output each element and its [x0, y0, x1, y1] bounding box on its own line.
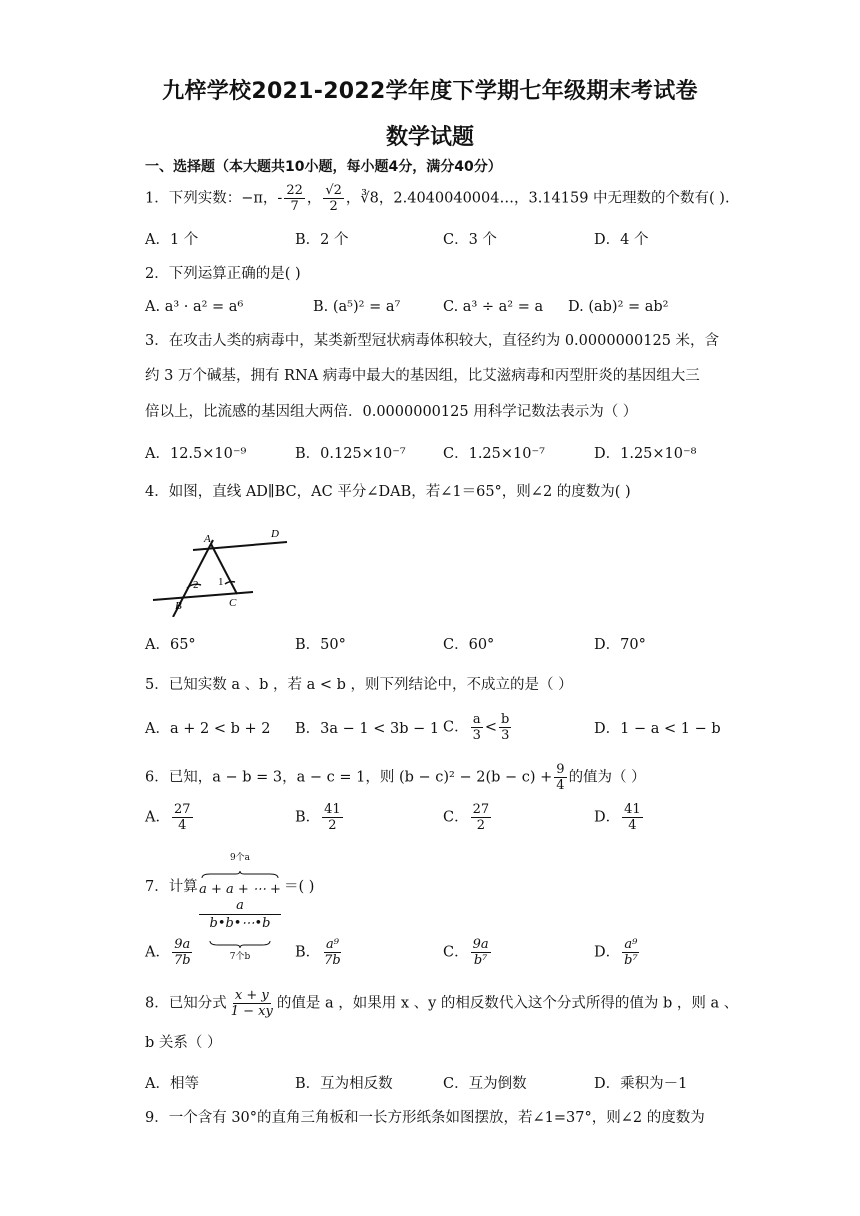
q6-c-d: 2 [476, 818, 486, 833]
q6-a-frac [172, 802, 193, 833]
question-2-stem: 2．下列运算正确的是( ) [145, 266, 301, 282]
q7-expression [199, 853, 281, 962]
q4-option-a[interactable]: A．65° [145, 637, 196, 653]
q6-option-c[interactable] [443, 802, 493, 833]
q6-a-n: 27 [173, 802, 191, 817]
q1-option-c[interactable]: C．3 个 [443, 232, 497, 248]
q6-a-d: 4 [178, 818, 187, 833]
exam-title: 九梓学校2021-2022学年度下学期七年级期末考试卷 [162, 79, 698, 104]
question-3-line-2: 约 3 万个碱基，拥有 RNA 病毒中最大的基因组，比艾滋病毒和丙型肝炎的基因组大三 [145, 368, 700, 384]
q3-option-c[interactable]: C．1.25×10⁻⁷ [443, 446, 545, 462]
question-4-stem: 4．如图，直线 AD∥BC，AC 平分∠DAB，若∠1＝65°，则∠2 的度数为( ) [145, 484, 631, 500]
question-7-prefix: 7．计算 [145, 879, 198, 895]
q7-c-d: b⁷ [473, 953, 488, 968]
q5-c-frac-2 [499, 712, 511, 743]
q6-fn: 9 [556, 762, 565, 777]
q8-option-b[interactable]: B．互为相反数 [295, 1076, 393, 1092]
q7-a-frac [172, 937, 193, 968]
q6-c-frac [471, 802, 492, 833]
q6-c-label: C． [443, 809, 469, 826]
line-ac [211, 544, 237, 594]
q5-c-n2: b [501, 712, 510, 727]
q7-numerator: a + a + ⋯ + a [199, 882, 281, 913]
q3-option-d[interactable]: D．1.25×10⁻⁸ [594, 446, 697, 462]
q7-bottom-brace [200, 941, 280, 948]
q1-fraction-sqrt2-2 [323, 183, 344, 214]
q7-a-label: A． [145, 944, 170, 961]
q7-a-d: 7b [173, 953, 191, 968]
q7-option-c[interactable] [443, 937, 493, 968]
q5-option-c[interactable] [443, 712, 513, 743]
q5-c-d1: 3 [472, 728, 481, 743]
question-3-line-3: 倍以上，比流感的基因组大两倍．0.0000000125 用科学记数法表示为（ ） [145, 404, 638, 420]
q7-c-label: C． [443, 944, 469, 961]
q6-d-d: 4 [628, 818, 637, 833]
q1-fraction-22-7 [284, 183, 305, 214]
q1-f2-den: 2 [329, 199, 338, 214]
q7-d-label: D． [594, 944, 621, 961]
q7-b-frac [322, 937, 343, 968]
angle-1-arc [225, 582, 235, 584]
q7-top-brace [200, 871, 280, 878]
section-heading: 一、选择题（本大题共10小题，每小题4分，满分40分） [145, 159, 502, 175]
q6-fd: 4 [556, 778, 565, 793]
q4-option-c[interactable]: C．60° [443, 637, 495, 653]
q6-c-n: 27 [472, 802, 490, 817]
q6-option-a[interactable] [145, 802, 195, 833]
q5-c-label: C． [443, 719, 469, 736]
label-a: A [204, 533, 211, 545]
q6-d-frac [622, 802, 643, 833]
q6-suffix: 的值为（ ） [568, 769, 646, 786]
label-d: D [271, 528, 279, 540]
q5-option-d[interactable]: D．1 − a < 1 − b [594, 721, 721, 737]
q1-option-d[interactable]: D．4 个 [594, 232, 649, 248]
q1-prefix: 1．下列实数：−π，- [145, 190, 283, 207]
q6-b-n: 41 [324, 802, 341, 817]
q5-option-b[interactable]: B．3a − 1 < 3b − 1 [295, 721, 440, 737]
q1-option-a[interactable]: A．1 个 [145, 232, 199, 248]
question-1-stem [145, 183, 730, 214]
q1-rest: ，∛8，2.4040040004…，3.14159 中无理数的个数有( ). [345, 190, 730, 207]
q5-c-n1: a [472, 712, 481, 727]
q2-option-c[interactable]: C. a³ ÷ a² = a [443, 299, 544, 315]
q6-a-label: A． [145, 809, 170, 826]
question-5-stem: 5．已知实数 a 、b ，若 a < b ，则下列结论中，不成立的是（ ） [145, 677, 573, 693]
q7-option-d[interactable] [594, 937, 642, 968]
q7-top-note: 9个a [229, 853, 251, 863]
q2-option-d[interactable]: D. (ab)² = ab² [568, 299, 669, 315]
q7-c-frac [471, 937, 491, 968]
q5-c-d2: 3 [501, 728, 510, 743]
q6-fraction [554, 762, 566, 793]
q7-b-n: a⁹ [325, 937, 339, 952]
q8-rest: 的值是 a ，如果用 x 、y 的相反数代入这个分式所得的值为 b ，则 a 、 [276, 995, 739, 1012]
q6-prefix: 6．已知，a − b = 3，a − c = 1，则 (b − c)² − 2(b − c) + [145, 769, 553, 786]
q8-fn: x + y [234, 988, 269, 1003]
q2-option-a[interactable]: A. a³ · a² = a⁶ [145, 299, 244, 315]
q8-fd: 1 − xy [230, 1004, 273, 1019]
q6-b-frac [322, 802, 343, 833]
q8-option-d[interactable]: D．乘积为－1 [594, 1076, 688, 1092]
q7-option-b[interactable] [295, 937, 345, 968]
line-bc [153, 592, 253, 600]
q7-d-n: a⁹ [624, 937, 638, 952]
q8-option-a[interactable]: A．相等 [145, 1076, 199, 1092]
q6-d-n: 41 [624, 802, 641, 817]
q4-option-d[interactable]: D．70° [594, 637, 646, 653]
q3-option-b[interactable]: B．0.125×10⁻⁷ [295, 446, 406, 462]
q4-geometry-figure [145, 522, 295, 617]
q7-denominator: b•b•⋯•b [209, 916, 271, 931]
q5-option-a[interactable]: A．a + 2 < b + 2 [145, 721, 271, 737]
q5-c-frac-1 [471, 712, 483, 743]
q7-b-d: 7b [324, 953, 341, 968]
label-2: 2 [193, 579, 199, 591]
label-c: C [229, 597, 237, 609]
question-6-stem [145, 762, 646, 793]
q1-sep: ， [306, 190, 322, 207]
q7-c-n: 9a [472, 937, 489, 952]
q8-fraction [229, 988, 275, 1019]
q2-option-b[interactable]: B. (a⁵)² = a⁷ [313, 299, 401, 315]
q7-a-n: 9a [174, 937, 191, 952]
exam-subtitle: 数学试题 [385, 125, 474, 150]
q7-d-frac [622, 937, 640, 968]
question-8-line-2: b 关系（ ） [145, 1035, 222, 1051]
label-1: 1 [218, 576, 224, 588]
q7-suffix: ＝( ) [284, 879, 315, 895]
question-3-line-1: 3．在攻击人类的病毒中，某类新型冠状病毒体积较大，直径约为 0.0000000125 米，含 [145, 333, 720, 349]
q8-prefix: 8．已知分式 [145, 995, 227, 1012]
q6-b-label: B． [295, 809, 321, 826]
q7-bottom-note: 7个b [229, 952, 251, 962]
q3-option-a[interactable]: A．12.5×10⁻⁹ [145, 446, 247, 462]
q7-d-d: b⁷ [624, 953, 638, 968]
q4-option-b[interactable]: B．50° [295, 637, 346, 653]
q1-f2-num: √2 [325, 183, 342, 198]
q6-option-b[interactable] [295, 802, 345, 833]
q1-f1-den: 7 [290, 199, 299, 214]
question-8-line-1 [145, 988, 738, 1019]
q6-b-d: 2 [328, 818, 337, 833]
q1-f1-num: 22 [286, 183, 303, 198]
q6-d-label: D． [594, 809, 621, 826]
question-9-stem: 9．一个含有 30°的直角三角板和一长方形纸条如图摆放，若∠1=37°，则∠2 的度数为 [145, 1110, 705, 1126]
q7-b-label: B． [295, 944, 321, 961]
q1-option-b[interactable]: B．2 个 [295, 232, 349, 248]
q6-option-d[interactable] [594, 802, 645, 833]
q8-option-c[interactable]: C．互为倒数 [443, 1076, 527, 1092]
label-b: B [175, 600, 182, 612]
q5-c-op: < [484, 719, 498, 736]
q7-option-a[interactable] [145, 937, 195, 968]
